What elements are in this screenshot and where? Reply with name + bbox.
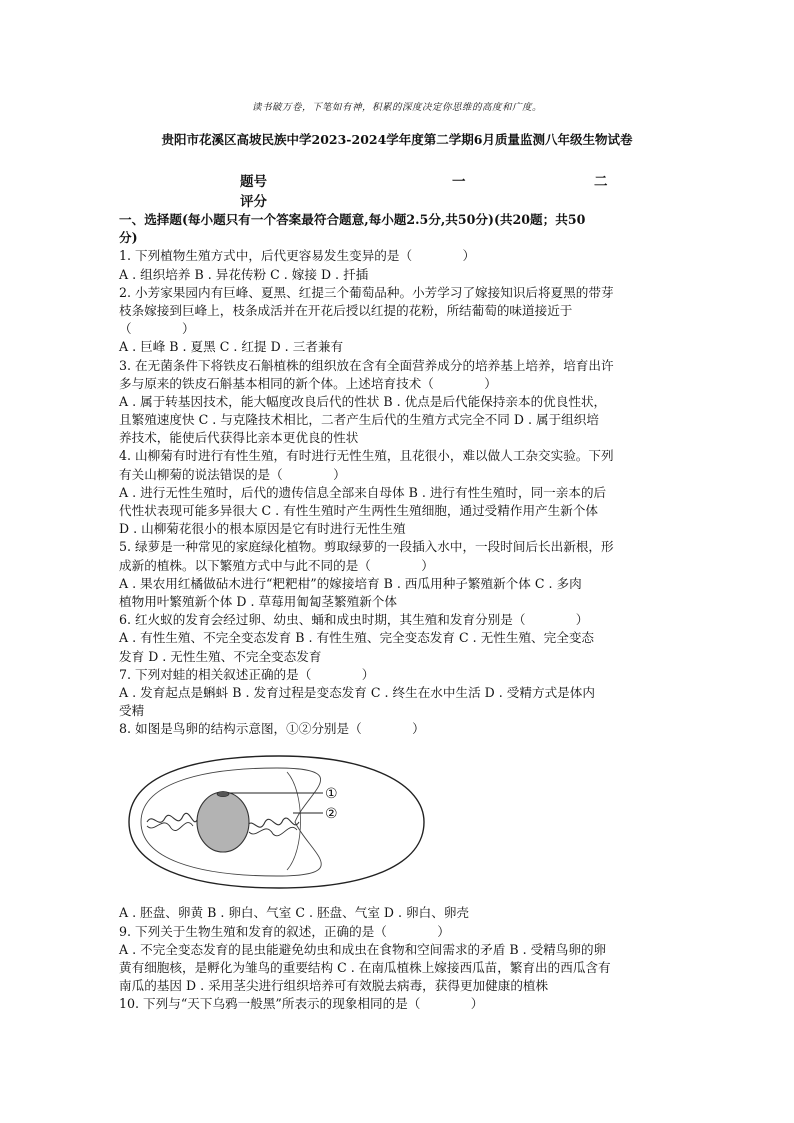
text-line: A . 发育起点是蝌蚪 B . 发育过程是变态发育 C . 终生在水中生活 D . 受精方式是体内 <box>119 684 595 700</box>
text-line: 3. 在无菌条件下将铁皮石斛植株的组织放在含有全面营养成分的培养基上培养，培育出许 <box>119 357 614 373</box>
text-line: A . 进行无性生殖时，后代的遗传信息全部来自母体 B . 进行有性生殖时，同一亲本的后 <box>119 484 607 500</box>
text-line: A . 组织培养 B . 异花传粉 C . 嫁接 D . 扦插 <box>119 266 369 282</box>
text-line: A . 不完全变态发育的昆虫能避免幼虫和成虫在食物和空间需求的矛盾 B . 受精鸟卵的卵 <box>119 941 607 957</box>
text-line: 2. 小芳家果园内有巨峰、夏黑、红提三个葡萄品种。小芳学习了嫁接知识后将夏黑的带芽 <box>119 284 614 300</box>
score-col-2: 二 <box>594 174 608 190</box>
text-line: 9. 下列关于生物生殖和发育的叙述，正确的是（ ） <box>119 923 450 939</box>
text-line: A . 巨峰 B . 夏黑 C . 红提 D . 三者兼有 <box>119 339 344 355</box>
score-label-score: 评分 <box>240 194 267 210</box>
text-line: A . 有性生殖、不完全变态发育 B . 有性生殖、完全变态发育 C . 无性生殖、完全变态 <box>119 630 595 646</box>
text-line: 7. 下列对蛙的相关叙述正确的是（ ） <box>119 666 375 682</box>
text-line: A . 果农用红橘做砧木进行“粑粑柑”的嫁接培育 B . 西瓜用种子繁殖新个体 C . 多肉 <box>119 575 582 591</box>
text-line: 且繁殖速度快 C . 与克隆技术相比，二者产生后代的生殖方式完全不同 D . 属于组织培 <box>119 412 599 428</box>
score-col-1: 一 <box>452 174 466 190</box>
text-line: 成新的植株。以下繁殖方式中与此不同的是（ ） <box>119 557 434 573</box>
text-line: 分) <box>119 230 138 246</box>
text-line: A . 胚盘、卵黄 B . 卵白、气室 C . 胚盘、气室 D . 卵白、卵壳 <box>119 905 470 921</box>
text-line: （ ） <box>119 321 195 337</box>
bird-egg-figure <box>119 742 679 898</box>
text-line: 1. 下列植物生殖方式中，后代更容易发生变异的是（ ） <box>119 248 476 264</box>
germinal-disc <box>217 792 229 797</box>
text-line: 南瓜的基因 D . 采用茎尖进行组织培养可有效脱去病毒，获得更加健康的植株 <box>119 978 549 994</box>
text-line: 4. 山柳菊有时进行有性生殖，有时进行无性生殖，且花很小，难以做人工杂交实验。下列 <box>119 448 614 464</box>
text-line: 6. 红火蚁的发育会经过卵、幼虫、蛹和成虫时期，其生殖和发育分别是（ ） <box>119 612 589 628</box>
questions-part-1 <box>119 211 679 738</box>
figure-label-2: ② <box>325 806 338 823</box>
text-line: D . 山柳菊花很小的根本原因是它有时进行无性生殖 <box>119 521 406 537</box>
text-line: 一、选择题(每小题只有一个答案最符合题意,每小题2.5分,共50分)(共20题；共50 <box>119 212 586 227</box>
bird-egg-diagram <box>119 742 679 898</box>
text-line: 养技术，能使后代获得比亲本更优良的性状 <box>119 430 359 446</box>
text-line: 10. 下列与“天下乌鸦一般黑”所表示的现象相同的是（ ） <box>119 996 484 1012</box>
egg-yolk <box>197 792 249 852</box>
text-line: 有关山柳菊的说法错误的是（ ） <box>119 466 346 482</box>
figure-label-1: ① <box>325 786 338 803</box>
text-line: 5. 绿萝是一种常见的家庭绿化植物。剪取绿萝的一段插入水中，一段时间后长出新根，形 <box>119 539 614 555</box>
header-motto: 读书破万卷，下笔如有神，积累的深度决定你思维的高度和广度。 <box>251 102 542 113</box>
text-line: 代性状表现可能多异很大 C . 有性生殖时产生两性生殖细胞，通过受精作用产生新个体 <box>119 503 599 518</box>
text-line: 植物用叶繁殖新个体 D . 草莓用匍匐茎繁殖新个体 <box>119 593 397 609</box>
exam-title: 贵阳市花溪区高坡民族中学2023-2024学年度第二学期6月质量监测八年级生物试卷 <box>161 132 633 147</box>
text-line: 黄有细胞核，是孵化为雏鸟的重要结构 C . 在南瓜植株上嫁接西瓜苗，繁育出的西瓜含有 <box>119 960 611 975</box>
questions-part-2 <box>119 904 679 1013</box>
text-line: 受精 <box>119 703 145 719</box>
text-line: 多与原来的铁皮石斛基本相同的新个体。上述培育技术（ ） <box>119 375 497 391</box>
question-content <box>119 211 679 1014</box>
text-line: 8. 如图是鸟卵的结构示意图，①②分别是（ ） <box>119 721 425 737</box>
text-line: 发育 D . 无性生殖、不完全变态发育 <box>119 648 322 664</box>
egg-shell <box>129 756 424 888</box>
text-line: 枝条嫁接到巨峰上，枝条成活并在开花后授以红提的花粉，所结葡萄的味道接近于 <box>119 302 573 318</box>
text-line: A . 属于转基因技术，能大幅度改良后代的性状 B . 优点是后代能保持亲本的优良性状， <box>119 393 607 409</box>
score-label-number: 题号 <box>240 174 267 190</box>
